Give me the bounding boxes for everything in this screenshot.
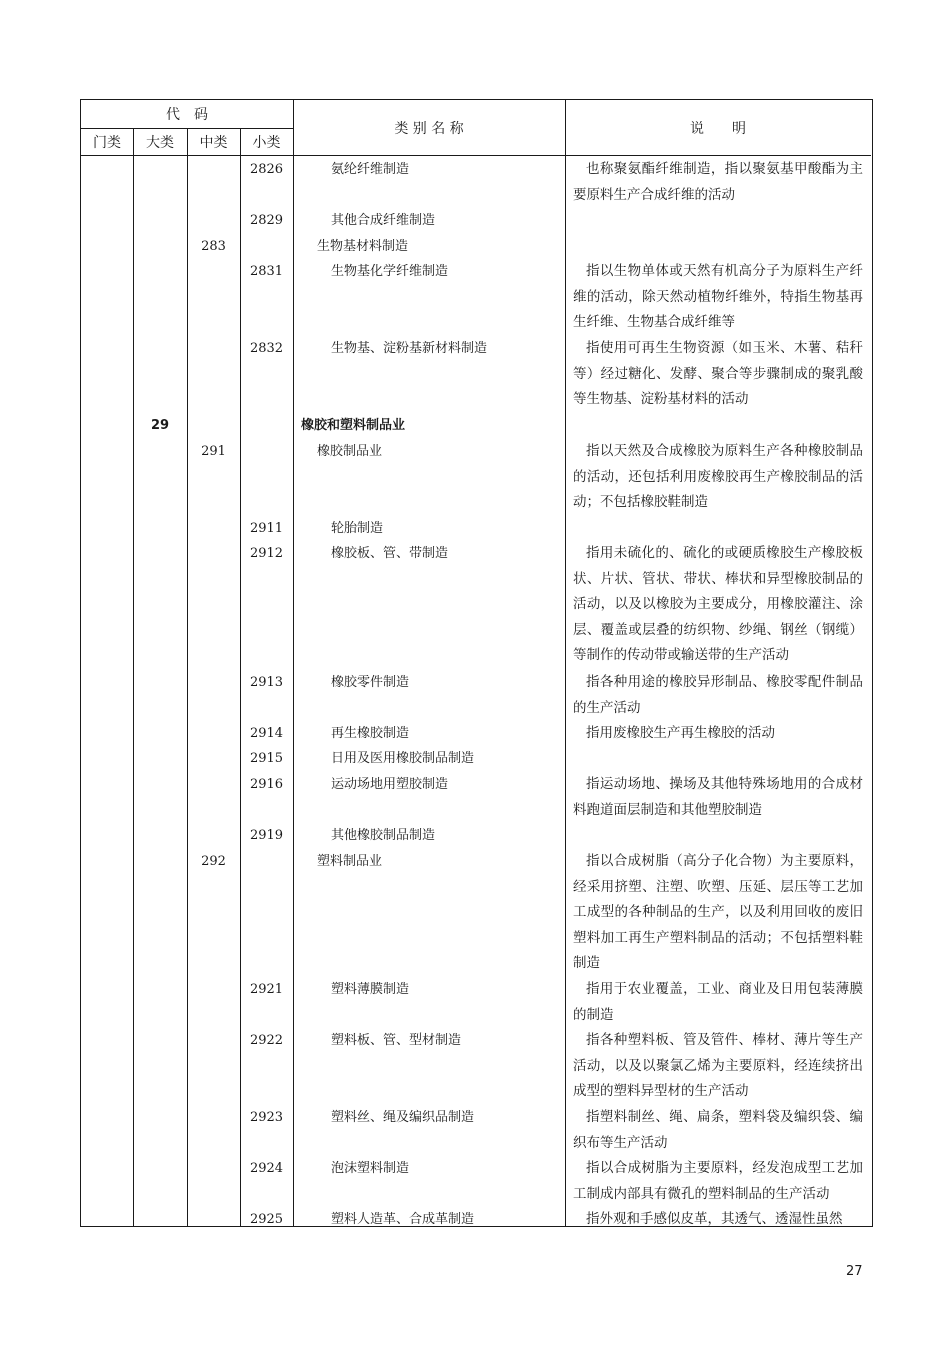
category-desc: 指塑料制丝、绳、扁条，塑料袋及编织袋、编织布等生产活动 (573, 1109, 863, 1151)
category-desc: 指以生物单体或天然有机高分子为原料生产纤维的活动，除天然动植物纤维外，特指生物基再生纤维、生物基合成纤维等 (573, 263, 863, 331)
category-desc: 指以合成树脂（高分子化合物）为主要原料，经采用挤塑、注塑、吹塑、压延、层压等工艺加工成型的各种制品的生产，以及利用回收的废旧塑料加工再生产塑料制品的活动；不包括塑料鞋制造 (573, 853, 863, 972)
header-men: 门类 (93, 135, 121, 151)
category-name: 塑料薄膜制造 (331, 982, 410, 997)
category-desc: 指用于农业覆盖，工业、商业及日用包装薄膜的制造 (573, 981, 863, 1023)
category-name: 日用及医用橡胶制品制造 (331, 751, 475, 766)
zhong-code: 291 (201, 444, 226, 459)
category-name: 氨纶纤维制造 (331, 162, 410, 177)
xiao-code: 2916 (249, 777, 284, 792)
category-name: 橡胶制品业 (317, 444, 383, 459)
category-desc: 也称聚氨酯纤维制造，指以聚氨基甲酸酯为主要原料生产合成纤维的活动 (573, 161, 863, 203)
category-name: 生物基材料制造 (317, 239, 409, 254)
category-name: 泡沫塑料制造 (331, 1161, 410, 1176)
classification-table (80, 99, 873, 1227)
xiao-code: 2914 (249, 726, 284, 741)
category-name: 橡胶零件制造 (331, 675, 410, 690)
xiao-code: 2913 (249, 675, 284, 690)
category-desc: 指外观和手感似皮革，其透气、透湿性虽然 (586, 1211, 843, 1227)
header-zhong: 中类 (199, 135, 228, 151)
xiao-code: 2826 (249, 162, 284, 177)
xiao-code: 2924 (249, 1161, 284, 1176)
page-number: 27 (846, 1264, 863, 1279)
zhong-code: 283 (201, 239, 226, 254)
category-name: 橡胶板、管、带制造 (331, 546, 449, 561)
xiao-code: 2925 (249, 1212, 284, 1227)
category-name: 塑料丝、绳及编织品制造 (331, 1110, 475, 1125)
category-desc: 指各种用途的橡胶异形制品、橡胶零配件制品的生产活动 (573, 674, 863, 716)
category-name: 橡胶和塑料制品业 (301, 418, 406, 433)
category-name: 再生橡胶制造 (331, 726, 410, 741)
category-desc: 指用未硫化的、硫化的或硬质橡胶生产橡胶板状、片状、管状、带状、棒状和异型橡胶制品的活动，以及以橡胶为主要成分，用橡胶灌注、涂层、覆盖或层叠的纺织物、纱绳、钢丝（钢缆）等制作的传动带或输送带的生产活动 (573, 545, 863, 664)
xiao-code: 2911 (249, 521, 284, 536)
category-desc: 指使用可再生生物资源（如玉米、木薯、秸秆等）经过糖化、发酵、聚合等步骤制成的聚乳酸等生物基、淀粉基材料的活动 (573, 340, 863, 408)
xiao-code: 2829 (249, 213, 284, 228)
header-desc: 说 明 (690, 121, 746, 137)
category-desc: 指运动场地、操场及其他特殊场地用的合成材料跑道面层制造和其他塑胶制造 (573, 776, 863, 818)
category-name: 塑料人造革、合成革制造 (331, 1212, 475, 1227)
category-name: 生物基化学纤维制造 (331, 264, 449, 279)
xiao-code: 2921 (249, 982, 284, 997)
category-desc: 指用废橡胶生产再生橡胶的活动 (586, 725, 775, 741)
header-xiao: 小类 (252, 135, 281, 151)
xiao-code: 2922 (249, 1033, 284, 1048)
xiao-code: 2915 (249, 751, 284, 766)
category-name: 运动场地用塑胶制造 (331, 777, 449, 792)
xiao-code: 2923 (249, 1110, 284, 1125)
header-code: 代 码 (166, 107, 208, 123)
da-code: 29 (150, 418, 170, 433)
category-name: 轮胎制造 (331, 521, 384, 536)
category-desc: 指以合成树脂为主要原料，经发泡成型工艺加工制成内部具有微孔的塑料制品的生产活动 (573, 1160, 863, 1202)
xiao-code: 2832 (249, 341, 284, 356)
category-name: 其他橡胶制品制造 (331, 828, 436, 843)
category-desc: 指各种塑料板、管及管件、棒材、薄片等生产活动，以及以聚氯乙烯为主要原料，经连续挤出成型的塑料异型材的生产活动 (573, 1032, 863, 1100)
category-desc: 指以天然及合成橡胶为原料生产各种橡胶制品的活动，还包括利用废橡胶再生产橡胶制品的活动；不包括橡胶鞋制造 (573, 443, 863, 511)
xiao-code: 2912 (249, 546, 284, 561)
category-name: 塑料制品业 (317, 854, 383, 869)
zhong-code: 292 (201, 854, 226, 869)
category-name: 生物基、淀粉基新材料制造 (331, 341, 488, 356)
header-name: 类 别 名 称 (394, 121, 464, 137)
category-name: 其他合成纤维制造 (331, 213, 436, 228)
header-da: 大类 (146, 135, 174, 151)
xiao-code: 2831 (249, 264, 284, 279)
xiao-code: 2919 (249, 828, 284, 843)
category-name: 塑料板、管、型材制造 (331, 1033, 462, 1048)
